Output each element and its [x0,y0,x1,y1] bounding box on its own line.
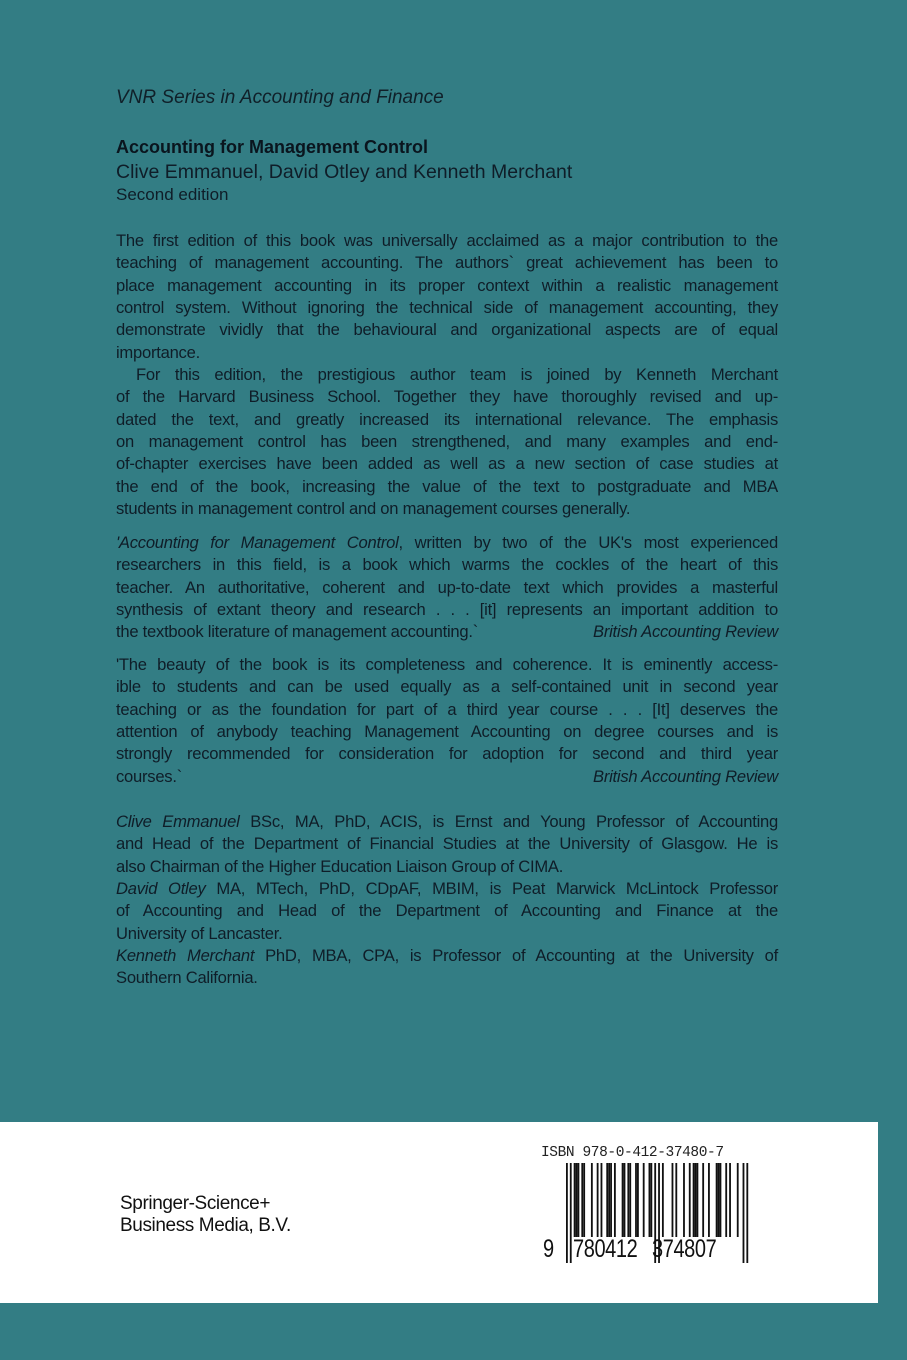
text-line: of Accounting and Head of the Department of Accounting and Finance at the [116,901,778,921]
text-line: teacher. An authoritative, coherent and up-to-date text which provides a masterful [116,577,778,597]
text-line [116,878,778,900]
isbn-label: ISBN 978-0-412-37480-7 [541,1145,724,1161]
barcode-digit-first: 9 [543,1235,554,1263]
barcode-bar [729,1163,731,1237]
text-line: teaching or as the foundation for part of a third year course . . . [It] deserves the [116,699,778,719]
barcode-bar [635,1163,637,1237]
text-line [116,945,778,967]
barcode-digits-left: 780412 [573,1235,638,1263]
barcode-bar [597,1163,599,1237]
text-line: on management control has been strengthened, and many examples and end- [116,432,778,452]
author-bios [116,811,778,990]
text-line [116,766,778,788]
barcode-bar [570,1163,572,1263]
barcode-bar [608,1163,610,1237]
author-name: Kenneth Merchant [116,946,255,966]
publisher-name [120,1193,291,1237]
text-line: ible to students and can be used equally as a self-contained unit in second year [116,677,778,697]
barcode-bar [693,1163,695,1237]
review-quote-1 [116,532,778,644]
text-line [116,532,778,554]
text-line: 'The beauty of the book is its completeness and coherence. It is eminently access- [116,655,778,674]
barcode-bar [697,1163,699,1237]
review-quote-2 [116,654,778,788]
text-run: courses.` [116,766,182,786]
barcode-bar [591,1163,593,1237]
barcode-bar [746,1163,748,1263]
text-line: For this edition, the prestigious author team is joined by Kenneth Merchant [136,365,778,384]
text-line: dated the text, and greatly increased its international relevance. The emphasis [116,409,778,429]
text-line: Southern California. [116,968,258,988]
text-line [116,621,778,643]
barcode-bar [624,1163,626,1237]
barcode-bar [583,1163,585,1237]
author-name: Clive Emmanuel [116,812,240,831]
text-line: teaching of management accounting. The authors` great achievement has been to [116,253,778,273]
barcode-bar [610,1163,612,1237]
review-source: British Accounting Review [593,766,778,786]
publisher-line: Business Media, B.V. [120,1215,291,1236]
text-line: place management accounting in its proper context within a realistic management [116,275,778,295]
barcode-bar [675,1163,677,1237]
barcode-bar [606,1163,608,1237]
text-line: and Head of the Department of Financial Studies at the University of Glasgow. He is [116,834,778,854]
text-line: students in management control and on management courses generally. [116,499,631,519]
text-line: control system. Without ignoring the technical side of management accounting, they [116,298,778,318]
barcode-bar [601,1163,603,1237]
barcode-bar [614,1163,616,1237]
barcode-bar [576,1163,578,1237]
publisher-line: Springer-Science+ [120,1193,271,1214]
barcode-bar [683,1163,685,1237]
book-edition: Second edition [116,185,229,204]
text-line: of the Harvard Business School. Together they have thoroughly revised and up- [116,387,778,407]
barcode-bar [743,1163,745,1263]
text-line: The first edition of this book was universally acclaimed as a major contribution to the [116,231,778,250]
barcode-digits-right: 374807 [652,1235,717,1263]
barcode-bar [689,1163,691,1237]
text-line [116,811,778,833]
barcode-bar [566,1163,568,1263]
text-run: , written by two of the UK's most experienced [398,533,778,552]
review-source: British Accounting Review [593,622,778,642]
barcode-bar [629,1163,631,1237]
quoted-title: 'Accounting for Management Control [116,533,399,552]
barcode-bar [649,1163,651,1237]
text-line: importance. [116,342,200,362]
text-line: attention of anybody teaching Management Accounting on degree courses and is [116,722,778,742]
barcode-bar [643,1163,645,1237]
barcode-bar [716,1163,718,1237]
text-line: University of Lancaster. [116,923,283,943]
barcode-bar [627,1163,629,1237]
book-authors: Clive Emmanuel, David Otley and Kenneth Merchant [116,161,573,183]
series-name: VNR Series in Accounting and Finance [116,87,444,108]
text-line: the end of the book, increasing the value of the text to postgraduate and MBA [116,476,778,496]
barcode-bar [672,1163,674,1237]
barcode-bar [622,1163,624,1237]
text-run: the textbook literature of management accounting.` [116,622,479,642]
description-paragraph-2 [116,364,778,520]
author-name: David Otley [116,879,206,899]
barcode-bar [581,1163,583,1237]
text-line: also Chairman of the Higher Education Liaison Group of CIMA. [116,856,564,876]
barcode-bar [718,1163,720,1237]
barcode-bar [662,1163,664,1237]
text-run: PhD, MBA, CPA, is Professor of Accounting at the University of [254,946,778,966]
barcode-bar [725,1163,727,1237]
barcode-bar [720,1163,722,1237]
text-line: strongly recommended for consideration for adoption for second and third year [116,744,778,764]
text-line: demonstrate vividly that the behavioural and organizational aspects are of equal [116,320,778,340]
text-line: researchers in this field, is a book which warms the cockles of the heart of this [116,555,778,575]
barcode-bar [637,1163,639,1237]
text-line: of-chapter exercises have been added as well as a new section of case studies at [116,454,778,474]
barcode-bar [708,1163,710,1237]
text-line: synthesis of extant theory and research . . . [it] represents an important addition to [116,600,778,620]
text-run: MA, MTech, PhD, CDpAF, MBIM, is Peat Marwick McLintock Professor [205,879,778,899]
barcode-bar [578,1163,580,1237]
barcode-bar [650,1163,652,1237]
text-run: BSc, MA, PhD, ACIS, is Ernst and Young Professor of Accounting [239,812,779,831]
book-title: Accounting for Management Control [116,137,428,157]
barcode-bar [695,1163,697,1237]
barcode-bar [574,1163,576,1237]
barcode-bar [702,1163,704,1237]
description-paragraph-1 [116,230,778,364]
barcode-bar [737,1163,739,1237]
